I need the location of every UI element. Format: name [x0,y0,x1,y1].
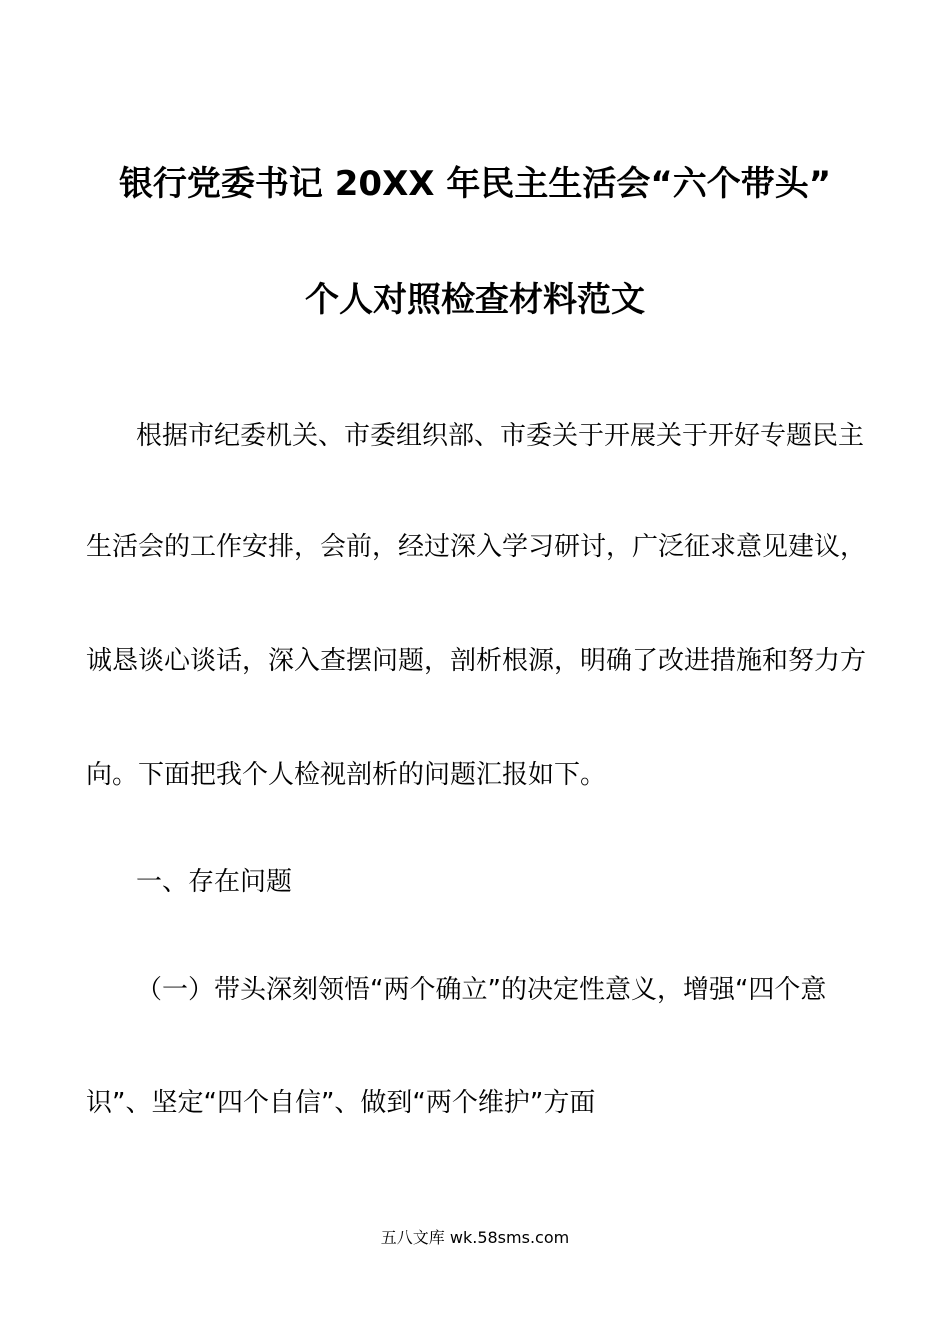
paragraph-line: 生活会的工作安排，会前，经过深入学习研讨，广泛征求意见建议， [86,532,867,562]
paragraph-line: 根据市纪委机关、市委组织部、市委关于开展关于开好专题民主 [136,421,865,451]
subsection-heading-line: （一）带头深刻领悟“两个确立”的决定性意义，增强“四个意 [136,975,827,1005]
paragraph-line: 诚恳谈心谈话，深入查摆问题，剖析根源，明确了改进措施和努力方 [86,646,867,676]
section-heading: 一、存在问题 [136,867,293,897]
paragraph-line: 向。下面把我个人检视剖析的问题汇报如下。 [86,760,607,790]
footer-watermark: 五八文库 wk.58sms.com [380,1228,570,1247]
subsection-heading-line: 识”、坚定“四个自信”、做到“两个维护”方面 [86,1088,596,1118]
document-title-line-1: 银行党委书记 20XX 年民主生活会“六个带头” [118,164,832,204]
document-title-line-2: 个人对照检查材料范文 [305,280,645,320]
